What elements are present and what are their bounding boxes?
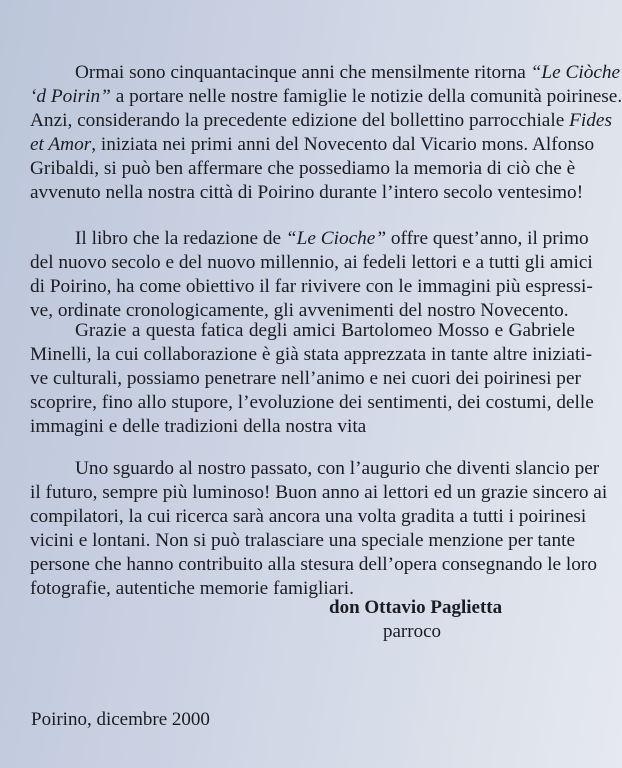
paragraph — [30, 227, 593, 323]
text-line — [30, 391, 594, 415]
text-segment: il futuro, sempre più luminoso! Buon anno ai lettori ed un grazie sincero ai — [30, 482, 608, 503]
text-line — [30, 61, 621, 85]
text-segment: vicini e lontani. Non si può tralasciare una speciale menzione per tante — [30, 530, 576, 551]
text-segment: persone che hanno contribuito alla stesura dell’opera consegnando le loro — [30, 554, 597, 575]
text-segment: a portare nelle nostre famiglie le notizie della comunità poirinese. — [110, 86, 622, 107]
italic-text: ‘d Poirin” — [30, 86, 111, 107]
text-segment: ve culturali, possiamo penetrare nell’animo e nei cuori dei poirinesi per — [30, 368, 581, 389]
text-line — [30, 481, 608, 505]
place-date: Poirino, dicembre 2000 — [31, 709, 210, 730]
text-segment: Grazie a questa fatica degli amici Bartolomeo Mosso e Gabriele — [75, 320, 575, 341]
text-line — [30, 529, 575, 553]
text-line — [30, 133, 595, 157]
text-segment: Ormai sono cinquantacinque anni che mensilmente ritorna — [75, 62, 531, 83]
text-line — [30, 553, 597, 577]
text-segment: compilatori, la cui ricerca sarà ancora una volta gradita a tutti i poirinesi — [30, 506, 587, 527]
paragraph — [30, 61, 622, 205]
text-line — [30, 319, 575, 343]
text-segment: scoprire, fino allo stupore, l’evoluzione dei sentimenti, dei costumi, delle — [30, 392, 594, 413]
text-line — [30, 275, 593, 299]
italic-text: “Le Ciòche — [530, 62, 621, 83]
text-segment: offre quest’anno, il primo — [386, 228, 589, 249]
text-segment: Minelli, la cui collaborazione è già stata apprezzata in tante altre iniziati- — [30, 344, 593, 365]
text-segment: Uno sguardo al nostro passato, con l’augurio che diventi slancio per — [75, 458, 600, 479]
text-segment: Gribaldi, si può ben affermare che possediamo la memoria di ciò che è — [30, 158, 576, 179]
text-line — [30, 505, 587, 529]
text-line — [30, 85, 622, 109]
text-line — [30, 415, 575, 439]
text-line — [30, 181, 584, 205]
text-segment: avvenuto nella nostra città di Poirino durante l’intero secolo ventesimo! — [30, 182, 584, 203]
text-line — [30, 457, 600, 481]
text-line — [30, 367, 581, 391]
paragraph — [30, 319, 594, 439]
signature-role: parroco — [383, 621, 442, 642]
italic-text: Fides — [569, 110, 612, 131]
signature-name: don Ottavio Paglietta — [329, 597, 503, 618]
italic-text: et Amor — [30, 134, 92, 155]
italic-text: “Le Cioche” — [285, 228, 387, 249]
text-line — [30, 157, 575, 181]
text-line — [30, 343, 593, 367]
text-line — [30, 109, 612, 133]
paragraph — [30, 457, 608, 601]
text-segment: fotografie, autentiche memorie famigliari. — [30, 578, 354, 599]
text-segment: ve, ordinate cronologicamente, gli avvenimenti del nostro Novecento. — [30, 300, 569, 321]
text-segment: Anzi, considerando la precedente edizione del bollettino parrocchiale — [30, 110, 570, 131]
text-segment: di Poirino, ha come obiettivo il far rivivere con le immagini più espressi- — [30, 276, 593, 297]
text-segment: immagini e delle tradizioni della nostra vita — [30, 416, 367, 437]
text-line — [30, 227, 589, 251]
text-segment: del nuovo secolo e del nuovo millennio, ai fedeli lettori e a tutti gli amici — [30, 252, 593, 273]
text-line — [30, 251, 593, 275]
text-segment: Il libro che la redazione de — [75, 228, 286, 249]
text-segment: , iniziata nei primi anni del Novecento dal Vicario mons. Alfonso — [91, 134, 595, 155]
